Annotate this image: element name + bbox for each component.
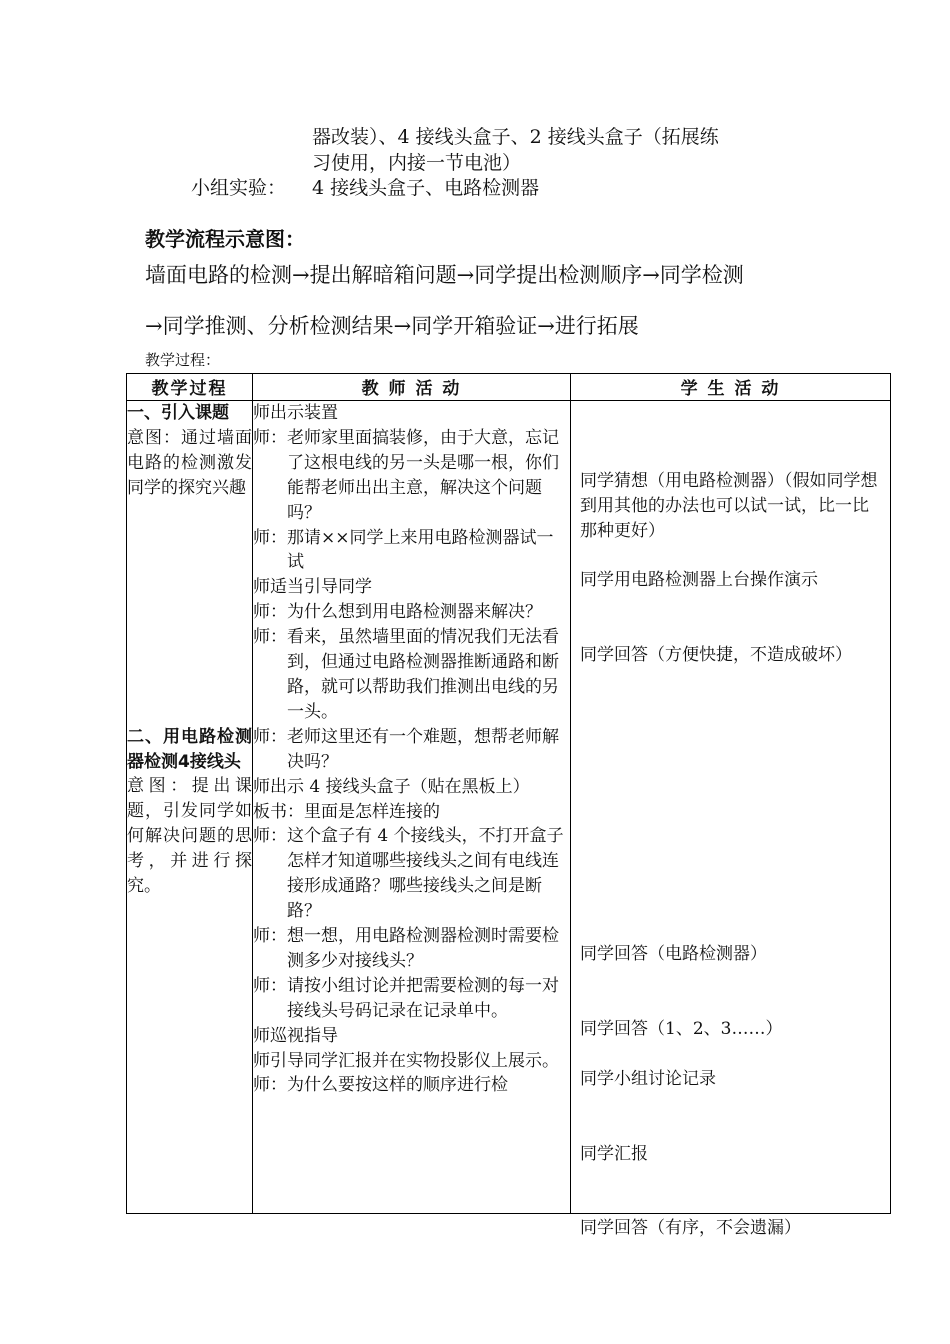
group-experiment-label: 小组实验： (191, 177, 287, 199)
teacher-line: 师：请按小组讨论并把需要检测的每一对接线头号码记录在记录单中。 (253, 975, 559, 1021)
flow-title: 教学流程示意图： (145, 227, 305, 251)
teacher-activity-cell (253, 401, 571, 1214)
teacher-line: 师：那请××同学上来用电路检测器试一试 (253, 527, 554, 573)
student-item: 同学汇报 (580, 1144, 648, 1164)
teacher-line: 师出示装置 (253, 403, 338, 423)
teacher-line: 师：这个盒子有 4 个接线头，不打开盒子怎样才知道哪些接线头之间有电线连接形成通路？哪些接线头之间是断路？ (253, 826, 564, 922)
teacher-line: 师：老师这里还有一个难题，想帮老师解决吗？ (253, 726, 559, 772)
student-activity-cell (571, 401, 891, 1238)
group-experiment-value: 4 接线头盒子、电路检测器 (312, 177, 540, 199)
teacher-line: 师巡视指导 (253, 1025, 338, 1046)
teacher-line: 师：为什么要按这样的顺序进行检 (253, 1075, 508, 1096)
student-item: 同学回答（有序，不会遗漏） (580, 1218, 801, 1238)
materials-line-1: 器改装）、4 接线头盒子、2 接线头盒子（拓展练 (312, 126, 719, 148)
student-item: 同学回答（方便快捷，不造成破坏） (580, 645, 852, 665)
section-2-intent: 意图：提出课题，引发同学如何解决问题的思考，并进行探究。 (127, 776, 252, 897)
process-caption: 教学过程： (145, 351, 221, 369)
student-item: 同学回答（1、2、3……） (580, 1019, 783, 1039)
teacher-line: 板书：里面是怎样连接的 (253, 801, 440, 822)
materials-line-2: 习使用，内接一节电池） (312, 152, 522, 174)
teacher-line: 师：为什么想到用电路检测器来解决？ (253, 602, 542, 623)
student-item: 同学回答（电路检测器） (580, 944, 767, 964)
teacher-line: 师引导同学汇报并在实物投影仪上展示。 (253, 1050, 559, 1071)
process-cell (127, 401, 253, 1214)
header-student-activity: 学 生 活 动 (571, 374, 891, 401)
header-process: 教学过程 (127, 374, 253, 401)
teacher-line: 师：看来，虽然墙里面的情况我们无法看到，但通过电路检测器推断通路和断路，就可以帮助我们推测出电线的另一头。 (253, 627, 559, 722)
teacher-line: 师：老师家里面搞装修，由于大意，忘记了这根电线的另一头是哪一根，你们能帮老师出出主意，解决这个问题吗？ (253, 427, 559, 523)
section-2-title: 二、用电路检测器检测4接线头 (127, 726, 252, 772)
lesson-table (126, 373, 891, 1238)
teacher-line: 师：想一想，用电路检测器检测时需要检测多少对接线头？ (253, 926, 559, 971)
header-teacher-activity: 教 师 活 动 (253, 374, 571, 401)
section-1-title: 一、引入课题 (127, 403, 229, 423)
table-row (127, 401, 891, 1214)
teacher-line: 师出示 4 接线头盒子（贴在黑板上） (253, 776, 530, 797)
table-header-row (127, 374, 891, 401)
student-item: 同学猜想（用电路检测器）（假如同学想到用其他的办法也可以试一试，比一比那种更好） (580, 471, 878, 541)
student-item: 同学小组讨论记录 (580, 1069, 716, 1089)
flow-line-2: →同学推测、分析检测结果→同学开箱验证→进行拓展 (145, 314, 639, 338)
teacher-line: 师适当引导同学 (253, 577, 372, 598)
flow-line-1: 墙面电路的检测→提出解暗箱问题→同学提出检测顺序→同学检测 (145, 263, 744, 287)
section-1-intent: 意图：通过墙面电路的检测激发同学的探究兴趣 (127, 427, 252, 498)
student-item: 同学用电路检测器上台操作演示 (580, 570, 818, 590)
